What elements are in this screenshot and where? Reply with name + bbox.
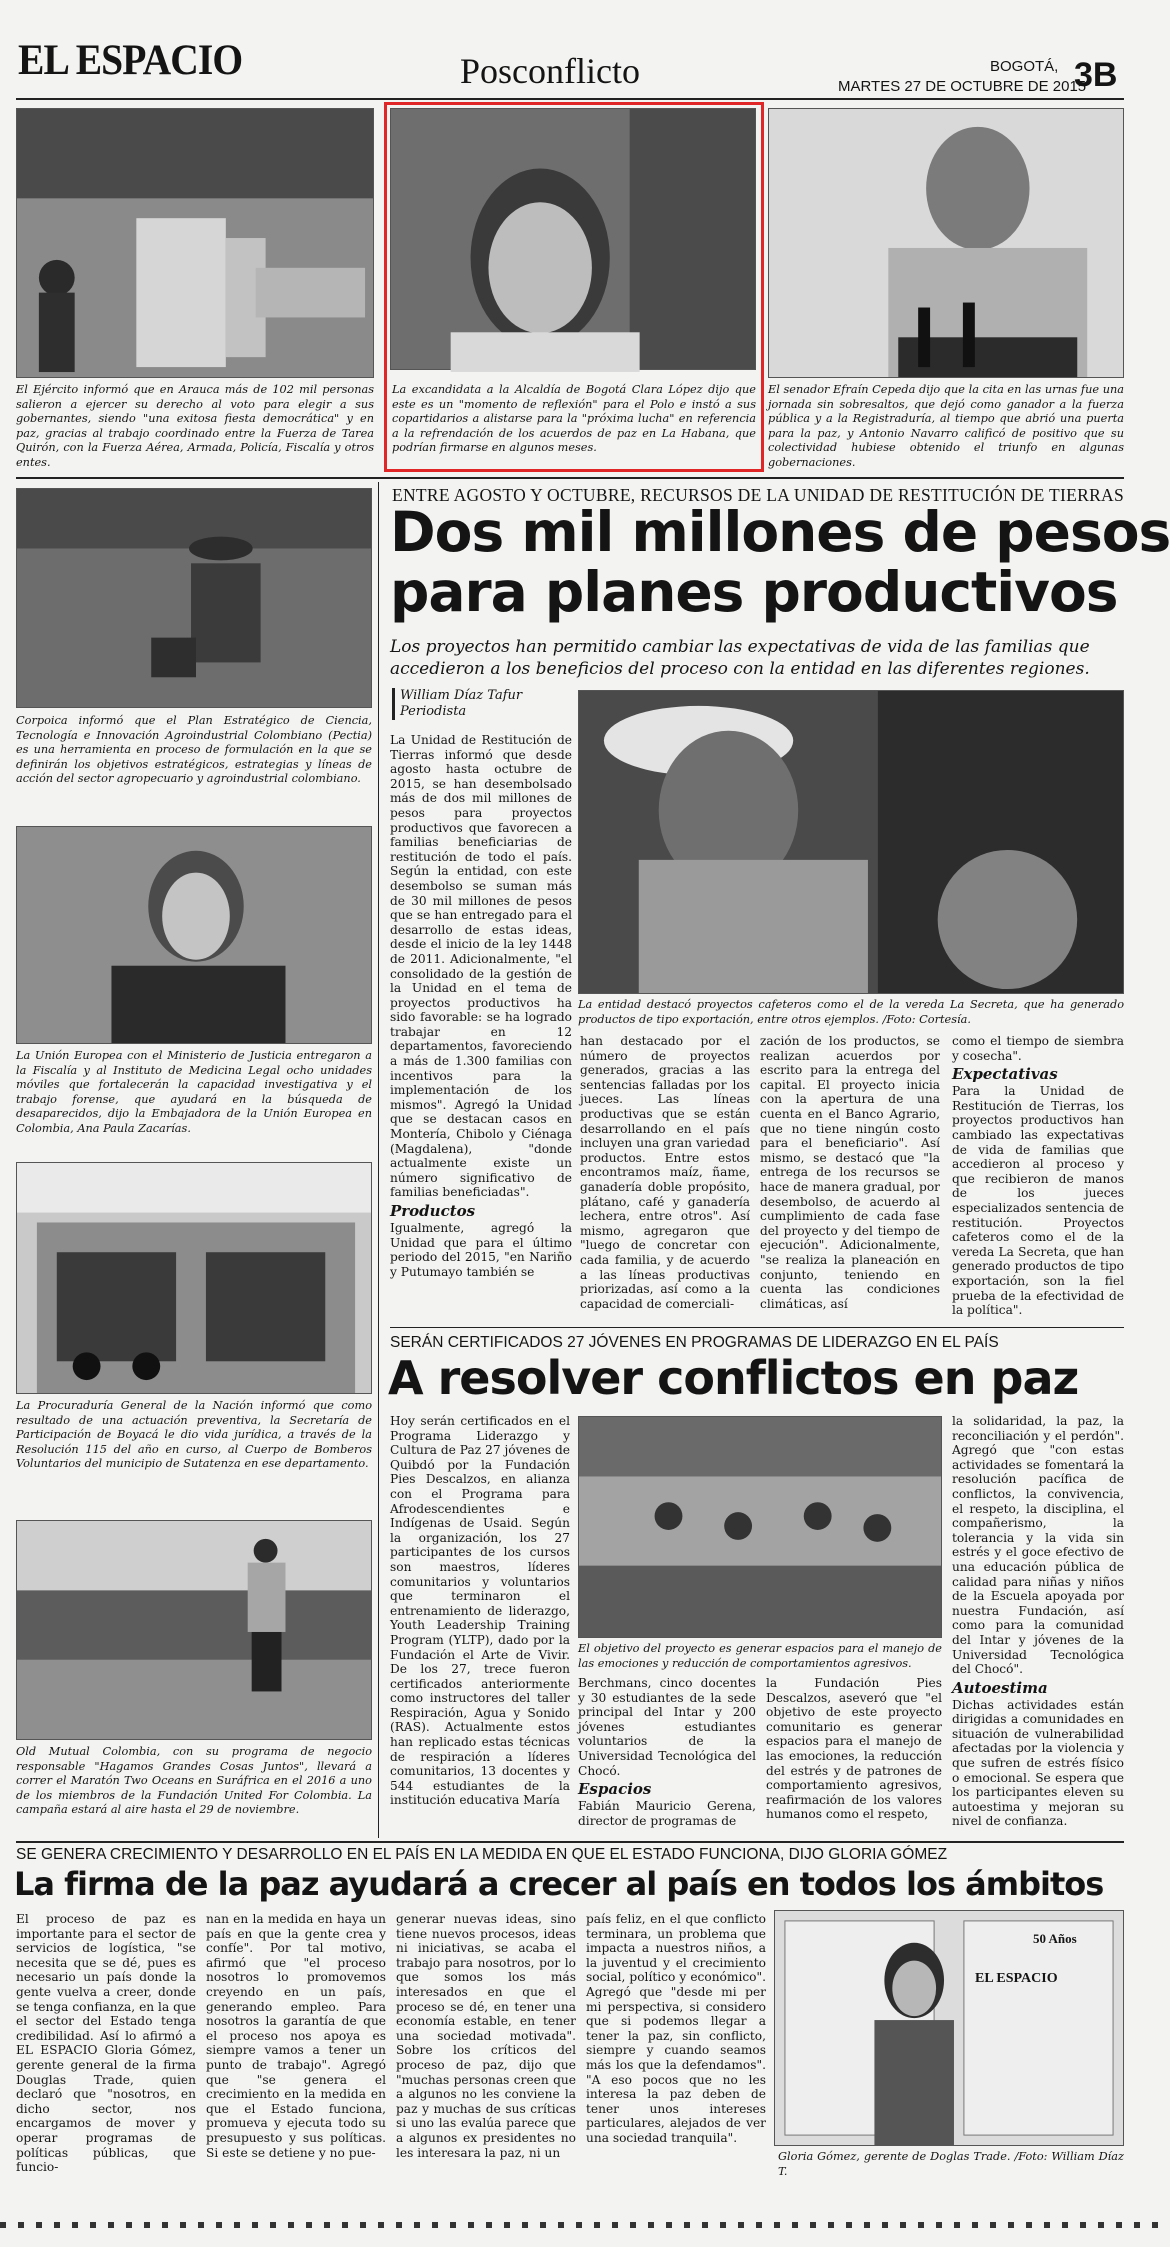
- section-title: Posconflicto: [460, 51, 640, 91]
- caption-army: El Ejército informó que en Arauca más de 102 mil personas salieron a ejercer su derecho al voto para elegir a sus gobernantes, siendo "una exitosa fiesta democrática" y en paz, gracias al trabajo coordinado entre la Fuerza de Tarea Quirón, con la Fuerza Aérea, Armada, Policía, Fiscalía y otros entes.: [16, 383, 374, 469]
- article1-headline-line1: Dos mil millones de pesos: [390, 500, 1170, 564]
- article1-headline-line2: para planes productivos: [390, 560, 1118, 624]
- article3-kicker: SE GENERA CRECIMIENTO Y DESARROLLO EN EL PAÍS EN LA MEDIDA EN QUE EL ESTADO FUNCIONA, DIJO GLORIA GÓMEZ: [16, 1846, 948, 1863]
- article1-col1-text: La Unidad de Restitución de Tierras informó que desde agosto hasta octubre de 2015, se han desembolsado más de dos mil millones de pesos para proyectos productivos que favorecen a familias beneficiarias de restitución de todo el país. Según la entidad, con este desembolso se suman más de 30 mil millones de pesos que se han entregado para el desarrollo de estas ideas, desde el inicio de la ley 1448 de 2011. Adicionalmente, "el consolidado de la gestión de la Unidad en el tema de proyectos productivos ha sido favorable: se ha logrado trabajar en 12 departamentos, favoreciendo a más de 1.300 familias con incentivos para la implementación de los mismos". Agregó la Unidad que se destacan casos en Montería, Chibolo y Ciénaga (Magdalena), "donde actualmente existe un número significativo de familias beneficiadas".: [390, 733, 572, 1200]
- voting-photo: [16, 108, 374, 378]
- article2-col3-text: la Fundación Pies Descalzos, aseveró que "el objetivo de este proyecto comunitario es generar espacios para el manejo de las emociones, la reducción del estrés y de patrones de comportamiento agresivos, reafirmación de los valores humanos como el respeto,: [766, 1676, 942, 1822]
- caption-eu: La Unión Europea con el Ministerio de Justicia entregaron a la Fiscalía y al Instituto de Medicina Legal ocho unidades móviles que fortalecerán la capacidad investigativa y el trabajo forense, que ayudará en la búsqueda de desaparecidos, dijo la Embajadora de la Unión Europea en Colombia, Ana Paula Zacarías.: [16, 1049, 372, 1135]
- article1-byline: [392, 688, 572, 720]
- eu-ambassador-photo: [16, 826, 372, 1044]
- article2-col4b-text: Dichas actividades están dirigidas a comunidades en situación de vulnerabilidad afectadas por la violencia y que sufren de estrés físico o emocional. Se espera que los participantes eleven su autoestima y mejoran su nivel de confianza.: [952, 1697, 1124, 1829]
- article1-col3-text: zación de los productos, se realizan acuerdos por escrito para la entrega del capital. El proyecto inicia con la apertura de una cuenta en el Banco Agrario, que no tiene ningún costo para el beneficiario". Así mismo, se destacó que "la entrega de los recursos se hace de manera gradual, por desembolso, de acuerdo al cumplimiento de cada fase del proyecto y del tiempo de ejecución". Adicionalmente, "se realiza la planeación en conjunto, teniendo en cuenta las condiciones climáticas, así: [760, 1034, 940, 1311]
- caption-clara-lopez: La excandidata a la Alcaldía de Bogotá Clara López dijo que este es un "momento de reflexión" para el Polo e instó a sus copartidarios a alistarse para la "próxima lucha" en referencia a la refrendación de los acuerdos de paz en La Habana, que podrían firmarse en algunos meses.: [392, 383, 756, 455]
- article1-col4b-text: Para la Unidad de Restitución de Tierras, los proyectos productivos han cambiado las expectativas de vida de familias que accedieron al proceso y que recibieron de manos de los jueces especializados sentencia de restitución. Proyectos cafeteros como el de la vereda La Secreta, que han generado productos de tipo exportación, son la fiel prueba de la efectividad de la política".: [952, 1084, 1124, 1318]
- caption-old-mutual: Old Mutual Colombia, con su programa de negocio responsable "Hagamos Grandes Cosas Juntos", llevará a correr el Maratón Two Oceans en Suráfrica en el 2016 a uno de los miembros de la Fundación United For Colombia. La campaña estará al aire hasta el 29 de noviembre.: [16, 1745, 372, 1817]
- article3-col3-text: generar nuevas ideas, sino tiene nuevos procesos, ideas ni iniciativas, se acaba el trabajo para nosotros, por lo que somos los más interesados en que el proceso se dé, en tener una economía estable, en tener una sociedad motivada". Sobre los críticos del proceso de paz, dijo que "muchas personas creen que a algunos no les conviene la paz y muchas de sus críticas si uno las evalúa parece que a algunos ex presidentes no les interesara la paz, ni un: [396, 1912, 576, 2160]
- article2-subhead-autoestima: Autoestima: [952, 1678, 1048, 1697]
- article1-dek: Los proyectos han permitido cambiar las expectativas de vida de las familias que accedieron a los beneficios del proceso con la entidad en las diferentes regiones.: [390, 637, 1090, 679]
- article1-photo-caption: La entidad destacó proyectos cafeteros como el de la vereda La Secreta, que ha generado productos de tipo exportación, entre otros ejemplos. /Foto: Cortesía.: [578, 998, 1124, 1026]
- runner-photo: [16, 1520, 372, 1740]
- article1-subhead-productos: Productos: [390, 1202, 476, 1220]
- article1-col2-text: han destacado por el número de proyectos generados, gracias a las sentencias falladas por los jueces. Las líneas productivas que se están desarrollando en el país incluyen una gran variedad productos. Entre estos encontramos maíz, ñame, ganadería doble propósito, plátano, café y ganadería lechera, entre otros". Así mismo, agregaron que "luego de concretar con cada familia, y de acuerdo a las líneas productivas priorizadas, así como a la capacidad de comerciali-: [580, 1034, 750, 1311]
- article2-rule: [390, 1327, 1124, 1328]
- article1-kicker: ENTRE AGOSTO Y OCTUBRE, RECURSOS DE LA UNIDAD DE RESTITUCIÓN DE TIERRAS: [392, 485, 1125, 505]
- article1-column1: [390, 733, 572, 1279]
- article1-col4a-text: como el tiempo de siembra y cosecha".: [952, 1034, 1124, 1063]
- article2-column4: [952, 1414, 1124, 1838]
- article2-photo-caption: El objetivo del proyecto es generar espacios para el manejo de las emociones y reducción de comportamientos agresivos.: [578, 1642, 942, 1670]
- article2-col2b-text: Fabián Mauricio Gerena, director de programas de: [578, 1799, 756, 1828]
- page-number: 3B: [1074, 56, 1118, 94]
- workshop-photo: [578, 1416, 942, 1638]
- article3-column3: [396, 1912, 576, 2164]
- article2-headline: A resolver conflictos en paz: [388, 1351, 1079, 1405]
- corpoica-photo: [16, 488, 372, 708]
- article3-column4: [586, 1912, 766, 2164]
- article2-subhead-espacios: Espacios: [578, 1780, 652, 1799]
- photo-newspaper-sign: EL ESPACIO: [975, 1971, 1058, 1986]
- caption-cepeda: El senador Efraín Cepeda dijo que la cita en las urnas fue una jornada sin sobresaltos, que dejó como ganador a la fuerza pública y a la Registraduría, al tiempo que abrió una puerta para la paz, y Antonio Navarro calificó de positivo que su colectividad hubiese obtenido el triunfo en algunas gobernaciones.: [768, 383, 1124, 469]
- city: BOGOTÁ,: [990, 58, 1059, 75]
- article1-column3: [760, 1034, 940, 1311]
- article2-column1: [390, 1414, 570, 1838]
- byline-role: Periodista: [400, 704, 467, 719]
- article2-col2-text: Berchmans, cinco docentes y 30 estudiantes de la sede principal del Intar y 200 jóvenes estudiantes voluntarios de la Universidad Tecnológica del Chocó.: [578, 1676, 756, 1778]
- coffee-farmer-photo: [578, 690, 1124, 994]
- article2-column3: [766, 1676, 942, 1838]
- article2-col1-text: Hoy serán certificados en el Programa Liderazgo y Cultura de Paz 27 jóvenes de Quibdó por la Fundación Pies Descalzos, en alianza con el Programa para Afrodescendientes e Indígenas de Usaid. Según la organización, los 27 participantes de los cursos son maestros, líderes comunitarios y voluntarios que terminaron el entrenamiento de liderazgo, Youth Leadership Training Program (YLTP), dado por la Fundación el Arte de Vivir. De los 27, trece fueron certificados anteriormente como instructores del taller Respiración, Agua y Sonido (RAS). Actualmente estos han replicado estas técnicas de respiración a líderes comunitarios, 13 docentes y 544 estudiantes de la institución educativa María: [390, 1414, 570, 1808]
- masthead: EL ESPACIO: [18, 37, 243, 84]
- firefighters-photo: [16, 1162, 372, 1394]
- sidebar-divider: [378, 482, 379, 1838]
- article3-column1: [16, 1912, 196, 2175]
- top-row-rule: [16, 477, 1124, 479]
- article2-column2: [578, 1676, 756, 1838]
- article2-kicker: SERÁN CERTIFICADOS 27 JÓVENES EN PROGRAMAS DE LIDERAZGO EN EL PAÍS: [390, 1334, 999, 1351]
- article1-col1b-text: Igualmente, agregó la Unidad que para el último periodo del 2015, "en Nariño y Putumayo también se: [390, 1221, 572, 1279]
- article3-column2: [206, 1912, 386, 2164]
- article3-col1-text: El proceso de paz es importante para el sector de servicios de logística, "se necesita que se dé, pues es necesario un país donde la gente vuelva a creer, donde se tenga confianza, en la que el sector del Estado tenga credibilidad. Así lo afirmó a EL ESPACIO Gloria Gómez, gerente general de la firma Douglas Trade, quien declaró que "nosotros, en dicho sector, nos encargamos de mover y operar programas de políticas públicas, que funcio-: [16, 1912, 196, 2175]
- issue-date: MARTES 27 DE OCTUBRE DE 2015: [838, 78, 1087, 95]
- gloria-gomez-photo: [774, 1910, 1124, 2146]
- byline-name: William Díaz Tafur: [400, 688, 523, 703]
- article1-column4: [952, 1034, 1124, 1318]
- article1-column2: [580, 1034, 750, 1311]
- article3-col4-text: país feliz, en el que conflicto terminara, un problema que impacta a nuestros niños, a la juventud y el crecimiento social, político y económico". Agregó que "desde mi per mi perspectiva, si considero que si podemos llegar a tener la paz, sin conflicto, siempre y cuando seamos más los que la defendamos". "A eso pocos que no les interesa la paz deben de tener unos intereses particulares, alejados de ver una sociedad tranquila".: [586, 1912, 766, 2145]
- header-rule: [16, 98, 1124, 100]
- article3-headline: La firma de la paz ayudará a crecer al país en todos los ámbitos: [14, 1865, 1104, 1903]
- article2-col4-text: la solidaridad, la paz, la reconciliación y el perdón". Agregó que "con estas actividades se fomentará la resolución pacífica de conflictos, la convivencia, el respeto, la disciplina, el compañerismo, la tolerancia y la vida sin estrés y el goce efectivo de una educación pública de calidad para niñas y niños de la Escuela apoyada por nuestra Fundación, así como para la comunidad del Intar y jóvenes de la Universidad Tecnológica del Chocó".: [952, 1414, 1124, 1677]
- article3-photo-caption: Gloria Gómez, gerente de Doglas Trade. /Foto: William Díaz T.: [778, 2150, 1124, 2178]
- caption-procuraduria: La Procuraduría General de la Nación informó que como resultado de una actuación preventiva, la Secretaría de Participación de Boyacá le dio vida jurídica, a través de la Resolución 115 del año en curso, al Cuerpo de Bomberos Voluntarios del municipio de Sutatenza en ese departamento.: [16, 1399, 372, 1471]
- photo-anniversary-badge: 50 Años: [1033, 1931, 1077, 1946]
- article3-rule: [16, 1841, 1124, 1843]
- article1-subhead-expectativas: Expectativas: [952, 1065, 1058, 1084]
- page-edge-dots: [0, 2222, 1166, 2228]
- efrain-cepeda-photo: [768, 108, 1124, 378]
- article3-col2-text: nan en la medida en haya un país en que la gente crea y confíe". Por tal motivo, afirmó que "el proceso nosotros lo promovemos creyendo en un país, generando empleo. Para nosotros la garantía de que el proceso nos apoya es siempre vamos a tener un punto de trabajo". Agregó que "se genera el crecimiento en la medida en que el Estado funciona, promueva y ejecuta todo su presupuesto y sus políticas. Si este se detiene y no pue-: [206, 1912, 386, 2160]
- caption-corpoica: Corpoica informó que el Plan Estratégico de Ciencia, Tecnología e Innovación Agroindustrial Colombiano (Pectia) es una herramienta en proceso de formulación en la que se definirán los objetivos estratégicos, estrategias y líneas de acción del sector agropecuario y agroindustrial colombiano.: [16, 714, 372, 786]
